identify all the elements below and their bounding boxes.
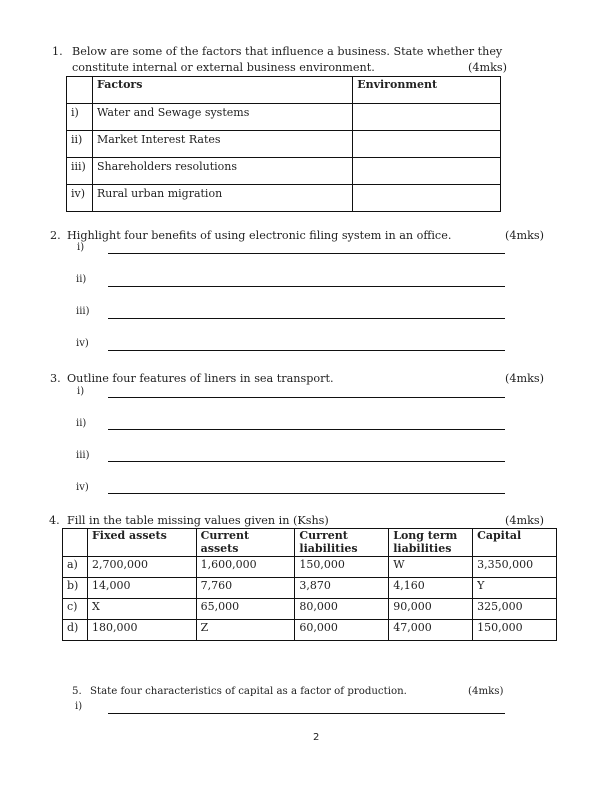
header-current-assets: Current assets xyxy=(196,529,295,557)
answer-line[interactable] xyxy=(108,253,505,254)
cell-capital: 325,000 xyxy=(473,599,557,620)
balance-table xyxy=(62,528,557,641)
table-row xyxy=(63,557,557,578)
header-fixed-assets: Fixed assets xyxy=(87,529,196,557)
row-label: b) xyxy=(63,578,88,599)
cell-current-liabilities: 150,000 xyxy=(295,557,389,578)
table-row xyxy=(63,578,557,599)
environment-answer-cell[interactable] xyxy=(353,131,501,158)
cell-current-assets: 7,760 xyxy=(196,578,295,599)
question-number: 1. xyxy=(52,45,63,58)
environment-answer-cell[interactable] xyxy=(353,104,501,131)
table-row xyxy=(67,158,501,185)
table-row xyxy=(63,620,557,641)
cell-fixed-assets: X xyxy=(87,599,196,620)
answer-label: iii) xyxy=(76,306,90,317)
table-header-row xyxy=(67,77,501,104)
question-text-cont: constitute internal or external business environment. xyxy=(72,61,375,74)
question-number: 2. xyxy=(50,229,61,242)
answer-line[interactable] xyxy=(108,461,505,462)
header-long-term-liabilities: Long term liabilities xyxy=(389,529,473,557)
table-header-row xyxy=(63,529,557,557)
answer-label: iv) xyxy=(76,338,89,349)
question-text: Outline four features of liners in sea transport. xyxy=(67,372,334,385)
answer-label: ii) xyxy=(76,418,87,429)
answer-line[interactable] xyxy=(108,350,505,351)
answer-line[interactable] xyxy=(108,397,505,398)
row-label: i) xyxy=(67,104,93,131)
cell-capital: 3,350,000 xyxy=(473,557,557,578)
factor-cell: Market Interest Rates xyxy=(92,131,352,158)
cell-capital: 150,000 xyxy=(473,620,557,641)
environment-answer-cell[interactable] xyxy=(353,185,501,212)
cell-current-assets: Z xyxy=(196,620,295,641)
question-text: Fill in the table missing values given in (Kshs) xyxy=(67,514,329,527)
row-label: iii) xyxy=(67,158,93,185)
answer-line[interactable] xyxy=(108,713,505,714)
cell-long-term-liabilities: 47,000 xyxy=(389,620,473,641)
header-cell xyxy=(63,529,88,557)
marks-label: (4mks) xyxy=(505,514,544,527)
marks-label: (4mks) xyxy=(468,686,504,697)
cell-current-liabilities: 60,000 xyxy=(295,620,389,641)
table-row xyxy=(67,185,501,212)
header-current-liabilities: Current liabilities xyxy=(295,529,389,557)
answer-label: iii) xyxy=(76,450,90,461)
answer-line[interactable] xyxy=(108,429,505,430)
answer-label: i) xyxy=(75,701,83,712)
answer-label: ii) xyxy=(76,274,87,285)
factor-cell: Shareholders resolutions xyxy=(92,158,352,185)
question-text: State four characteristics of capital as a factor of production. xyxy=(90,686,407,697)
cell-fixed-assets: 14,000 xyxy=(87,578,196,599)
answer-line[interactable] xyxy=(108,493,505,494)
answer-label: i) xyxy=(77,242,85,253)
question-number: 3. xyxy=(50,372,61,385)
answer-line[interactable] xyxy=(108,318,505,319)
page-number: 2 xyxy=(313,732,320,743)
factor-cell: Water and Sewage systems xyxy=(92,104,352,131)
question-number: 4. xyxy=(49,514,60,527)
row-label: a) xyxy=(63,557,88,578)
question-number: 5. xyxy=(72,686,82,697)
header-capital: Capital xyxy=(473,529,557,557)
cell-long-term-liabilities: W xyxy=(389,557,473,578)
table-row xyxy=(63,599,557,620)
row-label: iv) xyxy=(67,185,93,212)
table-row xyxy=(67,131,501,158)
question-text: Highlight four benefits of using electronic filing system in an office. xyxy=(67,229,452,242)
marks-label: (4mks) xyxy=(505,229,544,242)
answer-line[interactable] xyxy=(108,286,505,287)
row-label: c) xyxy=(63,599,88,620)
header-environment: Environment xyxy=(353,77,501,104)
cell-long-term-liabilities: 4,160 xyxy=(389,578,473,599)
marks-label: (4mks) xyxy=(505,372,544,385)
cell-fixed-assets: 180,000 xyxy=(87,620,196,641)
header-factors: Factors xyxy=(92,77,352,104)
cell-current-assets: 1,600,000 xyxy=(196,557,295,578)
table-row xyxy=(67,104,501,131)
cell-long-term-liabilities: 90,000 xyxy=(389,599,473,620)
cell-fixed-assets: 2,700,000 xyxy=(87,557,196,578)
cell-current-assets: 65,000 xyxy=(196,599,295,620)
cell-current-liabilities: 3,870 xyxy=(295,578,389,599)
row-label: ii) xyxy=(67,131,93,158)
answer-label: iv) xyxy=(76,482,89,493)
factor-cell: Rural urban migration xyxy=(92,185,352,212)
cell-capital: Y xyxy=(473,578,557,599)
cell-current-liabilities: 80,000 xyxy=(295,599,389,620)
answer-label: i) xyxy=(77,386,85,397)
environment-answer-cell[interactable] xyxy=(353,158,501,185)
factors-table xyxy=(66,76,501,212)
marks-label: (4mks) xyxy=(468,61,507,74)
question-text: Below are some of the factors that influence a business. State whether they xyxy=(72,45,503,58)
row-label: d) xyxy=(63,620,88,641)
header-cell xyxy=(67,77,93,104)
